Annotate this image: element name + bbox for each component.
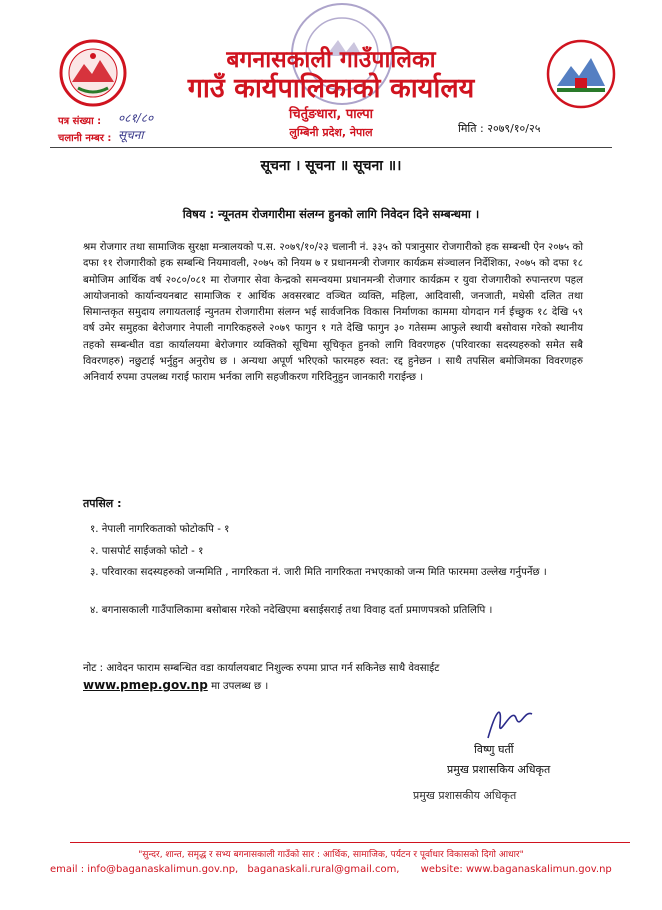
signature-scribble-icon [478, 700, 538, 748]
signatory-stamp: प्रमुख प्रशासकीय अधिकृत [413, 789, 517, 802]
footer-divider [70, 842, 630, 843]
note-website-link[interactable]: www.pmep.gov.np [83, 678, 208, 693]
note-prefix: नोट : आवेदन फाराम सम्बन्धित वडा कार्यालयबाट निशुल्क रुपमा प्राप्त गर्न सकिनेछ साथै वेवसाईट [83, 663, 440, 674]
letter-number-label: पत्र संख्या : [58, 116, 102, 127]
header-divider [50, 147, 612, 148]
notice-body: श्रम रोजगार तथा सामाजिक सुरक्षा मन्त्रालयको प.स. २०७९/१०/२३ चलानी नं. ३३५ को पत्रानुसार रोजगारीको हक सम्बन्धी ऐन २०७५ को दफा ११ रोजगारीको हक सम्बन्धि नियमावली, २०७५ को नियम ७ र प्रधानमन्त्री रोजगार कार्यक्रम संञ्चालन निर्देशिका, २०७५ को दफा १८ बमोजिम आर्थिक वर्ष २०८०/०८१ मा रोजगार सेवा केन्द्रको समन्वयमा प्रधानमन्त्री रोजगार कार्यक्रम र युवा रोजगारीको रुपान्तरण पहल आयोजनाको कार्यान्वयनबाट सामाजिक र आर्थिक अवसरबाट वञ्चित व्यक्ति, महिला, आदिवासी, जनजाती, मधेसी दलित तथा सिमान्तकृत समुदाय लगायतलाई न्युनतम रोजगारीमा संलग्न भई सार्वजनिक विकास निर्माणका काममा योगदान गर्न ईच्छुक १८ देखि ५९ वर्ष उमेर समुहका बेरोजगार नेपाली नागरिकहरुले २०७९ फागुन १ गते देखि फागुन ३० गतेसम्म आफुले स्थायी बसोवास गरेको स्थानीय तहको सम्बन्धीत वडा कार्यालयमा बेरोजगार व्यक्तिको सूचिमा सूचिकृत हुनको लागि विवरणहरु (परिवारका सदस्यहरुको समेत सबै विवरणहरु) नछुटाई भर्नुहुन अनुरोध छ । अन्यथा अपूर्ण भरिएको फारमहरु स्वत: रद्द हुनेछन । साथै तपसिल बमोजिमका विवरणहरु अनिवार्य रुपमा उपलब्ध गराई फाराम भर्नका लागि सहजीकरण गरिदिनुहुन जानकारी गराईन्छ । [83, 242, 583, 384]
signatory-name: विष्णु घर्ती [474, 743, 514, 756]
list-item: १. नेपाली नागरिकताको फोटोकपि - १ [90, 524, 230, 535]
footer-email-secondary[interactable]: baganaskali.rural@gmail.com, [247, 864, 400, 875]
list-item: ४. बगनासकाली गाउँपालिकामा बसोबास गरेको नदेखिएमा बसाईसराई तथा विवाह दर्ता प्रमाणपत्रको प्रतिलिपि । [90, 605, 493, 616]
notice-title: सूचना । सूचना ॥ सूचना ॥। [260, 158, 402, 174]
list-item: ३. परिवारका सदस्यहरुको जन्ममिति , नागरिकता नं. जारी मिति नागरिकता नभएकाको जन्म मिति फारममा उल्लेख गर्नुपर्नेछ । [90, 567, 547, 578]
footer-contact [50, 864, 650, 875]
date-label: मिति : [458, 122, 484, 135]
list-item: २. पासपोर्ट साईजको फोटो - १ [90, 546, 204, 557]
footer-slogan: "सुन्दर, शान्त, समृद्ध र सभ्य बगनासकाली गाउँको सार : आर्थिक, सामाजिक, पर्यटन र पूर्वाधार विकासको दिगो आधार" [138, 850, 524, 860]
dispatch-number-value: सूचना [118, 128, 144, 142]
office-name: गाउँ कार्यपालिकाको कार्यालय [187, 73, 475, 104]
province-name: लुम्बिनी प्रदेश, नेपाल [289, 126, 373, 139]
footer-website[interactable]: website: www.baganaskalimun.gov.np [420, 864, 612, 875]
note-text [83, 661, 583, 696]
office-location: चिर्तुङधारा, पाल्पा [289, 107, 373, 122]
subject-line: विषय : न्यूनतम रोजगारीमा संलग्न हुनको लागि निवेदन दिने सम्बन्धमा । [182, 207, 480, 221]
dispatch-number-label: चलानी नम्बर : [58, 133, 112, 144]
municipality-name: बगनासकाली गाउँपालिका [226, 47, 436, 73]
date-value: २०७९/१०/२५ [487, 122, 541, 135]
note-suffix: मा उपलब्ध छ । [211, 681, 269, 693]
letter-date [458, 121, 540, 136]
section-heading: तपसिल : [83, 497, 122, 510]
footer-email[interactable]: email : info@baganaskalimun.gov.np, [50, 864, 239, 875]
letter-number-value: ०८१/८० [118, 111, 154, 125]
signatory-role: प्रमुख प्रशासकिय अधिकृत [447, 763, 551, 776]
